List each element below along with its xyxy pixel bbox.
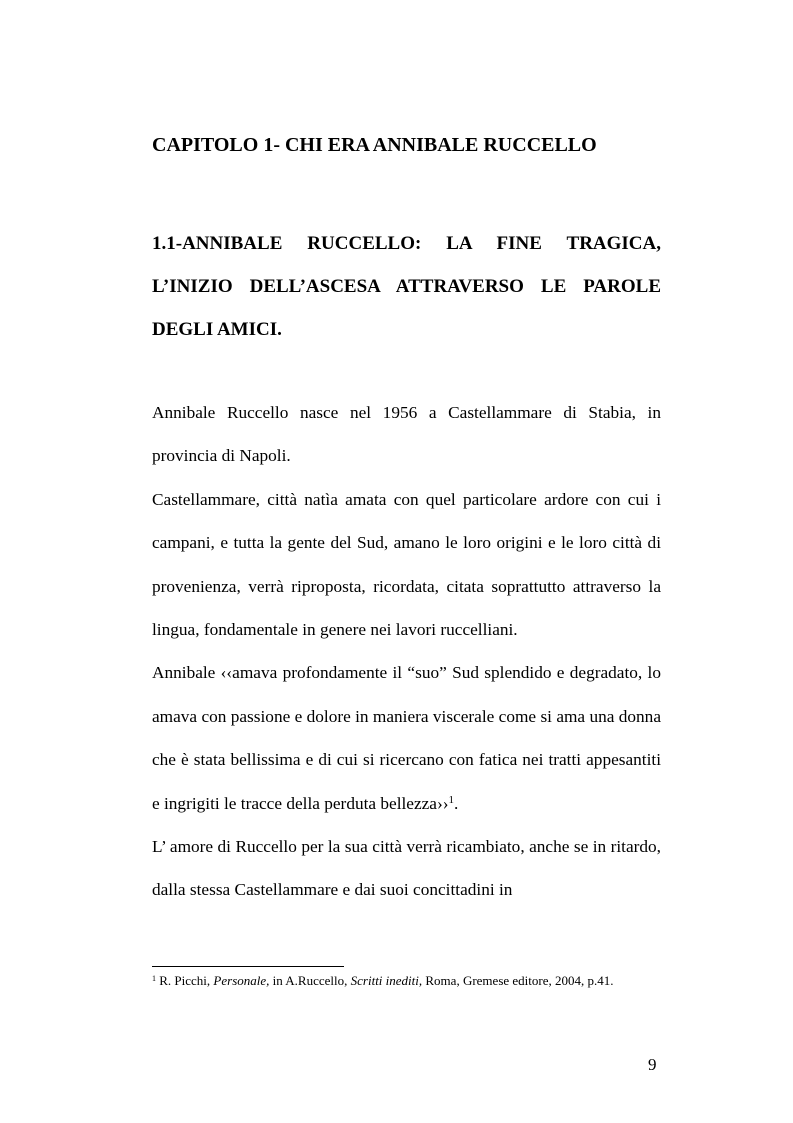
footnote-work-title-1: Personale, [213, 973, 270, 988]
section-title: 1.1-ANNIBALE RUCCELLO: LA FINE TRAGICA, L’INIZIO DELL’ASCESA ATTRAVERSO LE PAROLE DEGLI AMICI. [152, 233, 661, 340]
footnote-reference[interactable]: 1 [448, 793, 454, 806]
paragraph-2: Castellammare, città natìa amata con quel particolare ardore con cui i campani, e tutta la gente del Sud, amano le loro origini e le loro città di provenienza, verrà riproposta, ricordata, citata soprattutto attraverso la lingua, fondamentale in genere nei lavori ruccelliani. [152, 489, 661, 640]
footnote-publication: Roma, Gremese editore, 2004, p.41. [422, 973, 614, 988]
paragraph-3 [152, 651, 661, 825]
footnote [152, 973, 672, 989]
chapter-title: CAPITOLO 1- CHI ERA ANNIBALE RUCCELLO [152, 134, 597, 156]
page-number: 9 [648, 1055, 657, 1074]
footnote-editor: in A.Ruccello, [269, 973, 351, 988]
footnote-author: R. Picchi, [156, 973, 214, 988]
paragraph-4: L’ amore di Ruccello per la sua città verrà ricambiato, anche se in ritardo, dalla stessa Castellammare e dai suoi concittadini in [152, 837, 661, 900]
paragraph-3-text: Annibale ‹‹amava profondamente il “suo” Sud splendido e degradato, lo amava con passione e dolore in maniera viscerale come si ama una donna che è stata bellissima e di cui si ricercano con fatica nei tratti appesantiti e ingrigiti le tracce della perduta bellezza›› [152, 663, 661, 813]
body-text [152, 391, 661, 912]
paragraph-1: Annibale Ruccello nasce nel 1956 a Castellammare di Stabia, in provincia di Napoli. [152, 403, 661, 466]
footnote-number: 1 [152, 974, 156, 983]
footnote-work-title-2: Scritti inediti, [350, 973, 423, 988]
footnote-separator [152, 966, 344, 967]
paragraph-3-end: . [454, 793, 459, 813]
